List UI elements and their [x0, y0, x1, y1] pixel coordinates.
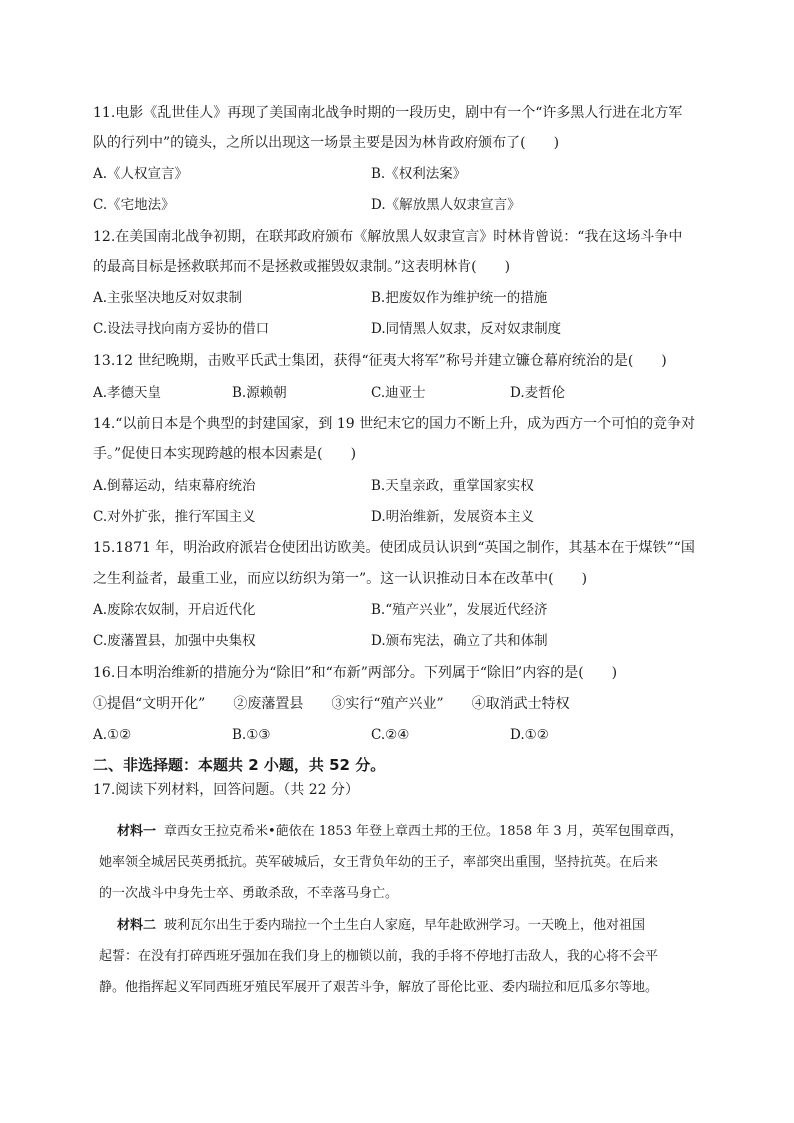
- q12-stem-line-2: 的最高目标是拯救联邦而不是拯救或摧毁奴隶制。”这表明林肯( ): [93, 259, 511, 275]
- q12-option-c: C.设法寻找向南方妥协的借口: [93, 321, 270, 337]
- q16-stem-line-1: 16.日本明治维新的措施分为“除旧”和“布新”两部分。下列属于“除旧”内容的是( ): [93, 665, 618, 681]
- q15-option-d: D.颁布宪法，确立了共和体制: [371, 633, 548, 649]
- q13-option-c: C.迪亚士: [371, 385, 426, 401]
- material-2-label: 材料二: [117, 918, 157, 933]
- q16-stem-line-2: ①提倡“文明开化” ②废藩置县 ③实行“殖产兴业” ④取消武士特权: [93, 696, 570, 712]
- material-1-text: 章西女王拉克希米•葩依在 1853 年登上章西土邦的王位。1858 年 3 月，英军包围章西，: [164, 824, 683, 839]
- material-1-line-1: [117, 822, 683, 842]
- material-1-label: 材料一: [117, 824, 157, 839]
- q12-option-b: B.把废奴作为维护统一的措施: [371, 290, 548, 306]
- q11-option-d: D.《解放黑人奴隶宣言》: [371, 197, 521, 213]
- q11-option-b: B.《权利法案》: [371, 166, 467, 182]
- section-title: 二、非选择题：本题共 2 小题，共 52 分。: [93, 756, 386, 774]
- q17-stem: 17.阅读下列材料，回答问题。（共 22 分）: [93, 782, 359, 798]
- q14-stem-line-1: 14.“以前日本是个典型的封建国家，到 19 世纪末它的国力不断上升，成为西方一个可怕的竞争对: [93, 416, 696, 432]
- q15-option-a: A.废除农奴制，开启近代化: [93, 602, 256, 618]
- q16-option-c: C.②④: [371, 727, 410, 743]
- q11-stem-line-2: 队的行列中”的镜头，之所以出现这一场景主要是因为林肯政府颁布了( ): [93, 135, 560, 151]
- q12-stem-line-1: 12.在美国南北战争初期，在联邦政府颁布《解放黑人奴隶宣言》时林肯曾说：“我在这场斗争中: [93, 229, 683, 245]
- q14-option-c: C.对外扩张，推行军国主义: [93, 509, 256, 525]
- material-2-line-3: 静。他指挥起义军同西班牙殖民军展开了艰苦斗争，解放了哥伦比亚、委内瑞拉和厄瓜多尔等地。: [99, 980, 659, 995]
- q13-option-a: A.孝德天皇: [93, 385, 162, 401]
- q15-stem-line-2: 之生利益者，最重工业，而应以纺织为第一”。这一认识推动日本在改革中( ): [93, 571, 588, 587]
- q14-stem-line-2: 手。”促使日本实现跨越的根本因素是( ): [93, 446, 357, 462]
- q15-stem-line-1: 15.1871 年，明治政府派岩仓使团出访欧美。使团成员认识到“英国之制作，其基本在于煤铁”“国: [93, 540, 695, 556]
- q11-option-c: C.《宅地法》: [93, 197, 175, 213]
- q14-option-a: A.倒幕运动，结束幕府统治: [93, 478, 256, 494]
- q14-option-b: B.天皇亲政，重掌国家实权: [371, 478, 534, 494]
- q16-option-a: A.①②: [93, 727, 132, 743]
- q12-option-a: A.主张坚决地反对奴隶制: [93, 290, 243, 306]
- q13-stem-line-1: 13.12 世纪晚期，击败平氏武士集团，获得“征夷大将军”称号并建立镰仓幕府统治的是( ): [93, 353, 667, 369]
- q16-option-b: B.①③: [232, 727, 271, 743]
- q15-option-b: B.“殖产兴业”，发展近代经济: [371, 602, 548, 618]
- material-2-text: 玻利瓦尔出生于委内瑞拉一个土生白人家庭，早年赴欧洲学习。一天晚上，他对祖国: [164, 918, 646, 933]
- q13-option-b: B.源赖朝: [232, 385, 287, 401]
- q11-option-a: A.《人权宣言》: [93, 166, 189, 182]
- q14-option-d: D.明治维新，发展资本主义: [371, 509, 535, 525]
- q13-option-d: D.麦哲伦: [510, 385, 566, 401]
- q11-stem-line-1: 11.电影《乱世佳人》再现了美国南北战争时期的一段历史，剧中有一个“许多黑人行进在北方军: [93, 105, 683, 121]
- q12-option-d: D.同情黑人奴隶，反对奴隶制度: [371, 321, 562, 337]
- material-1-line-2: 她率领全城居民英勇抵抗。英军破城后，女王背负年幼的王子，率部突出重围，坚持抗英。在后来: [99, 855, 659, 870]
- material-2-line-2: 起誓：在没有打碎西班牙强加在我们身上的枷锁以前，我的手将不停地打击敌人，我的心将不会平: [99, 949, 659, 964]
- q16-option-d: D.①②: [510, 727, 549, 743]
- material-1-line-3: 的一次战斗中身先士卒、勇敢杀敌，不幸落马身亡。: [99, 886, 399, 901]
- q15-option-c: C.废藩置县，加强中央集权: [93, 633, 256, 649]
- material-2-line-1: [117, 916, 645, 936]
